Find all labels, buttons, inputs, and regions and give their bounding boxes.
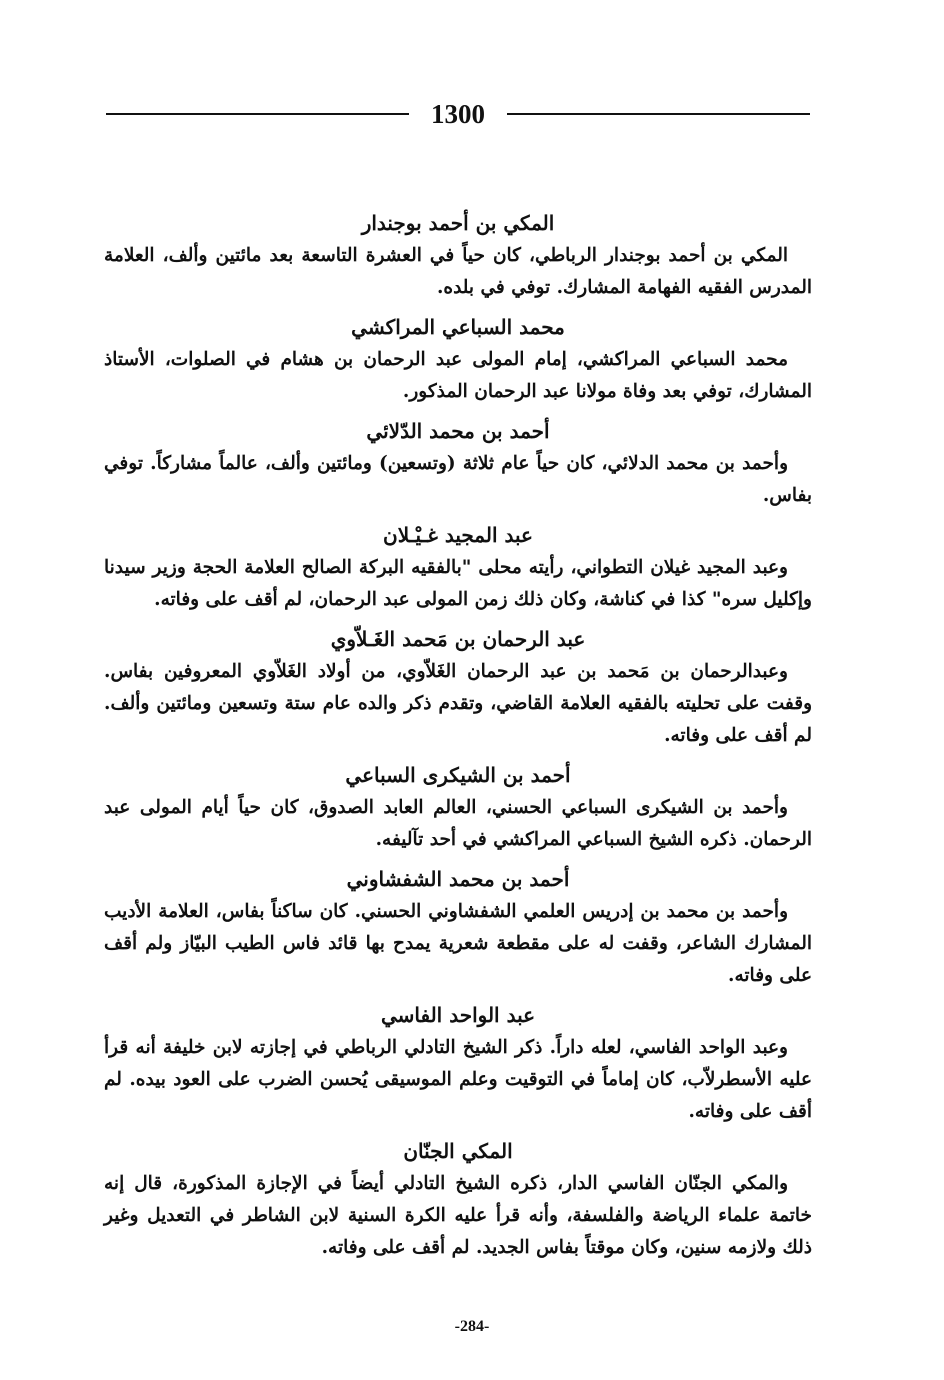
entry-body: وأحمد بن الشيكرى السباعي الحسني، العالم العابد الصدوق، كان حياً أيام المولى عبد الرحمان. ذكره الشيخ السباعي المراكشي في أحد تآليفه.: [104, 797, 812, 850]
header-year-number: 1300: [431, 99, 485, 129]
page-footer-number: -284-: [454, 1318, 490, 1335]
page-header: [106, 96, 810, 132]
entry-body: وعبد المجيد غيلان التطواني، رأيته محلى "بالفقيه البركة الصالح العلامة الحجة وزير سيدنا وإكليل سره" كذا في كناشة، وكان ذلك زمن المولى عبد الرحمان، لم أقف على وفاته.: [104, 557, 812, 610]
entry-title: عبد الرحمان بن مَحمد الغَـلاّوي: [330, 627, 586, 651]
entry-title: المكي بن أحمد بوجندار: [361, 211, 555, 235]
entry-title: أحمد بن محمد الدّلائي: [366, 419, 550, 443]
header-rule-left: [106, 113, 409, 115]
page-content: [104, 206, 812, 1270]
entry-title: أحمد بن الشيكرى السباعي: [345, 763, 571, 787]
entry-title: أحمد بن محمد الشفشاوني: [346, 867, 570, 891]
entry-title: المكي الجنّان: [403, 1139, 513, 1163]
entry-body: وعبدالرحمان بن مَحمد بن عبد الرحمان الغَلاّوي، من أولاد الغَلاّوي المعروفين بفاس. وقفت على تحليته بالفقيه العلامة القاضي، وتقدم ذكر والده عام ستة وتسعين ومائتين وألف. لم أقف على وفاته.: [104, 661, 812, 746]
entry-title: عبد المجيد غـيْـلان: [383, 523, 533, 547]
entry-title: محمد السباعي المراكشي: [351, 315, 565, 339]
entry-body: وأحمد بن محمد الدلائي، كان حياً عام ثلاثة (وتسعين) ومائتين وألف، عالماً مشاركاً. توفي بفاس.: [104, 453, 812, 506]
entry-body: والمكي الجنّان الفاسي الدار، ذكره الشيخ التادلي أيضاً في الإجازة المذكورة، قال إنه خاتمة علماء الرياضة والفلسفة، وأنه قرأ عليه الكرة السنية لابن الشاطر في التعديل وغير ذلك ولازمه سنين، وكان موقتاً بفاس الجديد. لم أقف على وفاته.: [104, 1173, 812, 1258]
entry-title: عبد الواحد الفاسي: [380, 1003, 536, 1027]
entry-body: المكي بن أحمد بوجندار الرباطي، كان حياً في العشرة التاسعة بعد مائتين وألف، العلامة المدرس الفقيه الفهامة المشارك. توفي في بلده.: [104, 245, 812, 298]
entry-body: محمد السباعي المراكشي، إمام المولى عبد الرحمان بن هشام في الصلوات، الأستاذ المشارك، توفي بعد وفاة مولانا عبد الرحمان المذكور.: [104, 349, 812, 402]
entry-body: وعبد الواحد الفاسي، لعله داراً. ذكر الشيخ التادلي الرباطي في إجازته لابن خليفة أنه قرأ عليه الأسطرلاّب، كان إماماً في التوقيت وعلم الموسيقى يُحسن الضرب على العود بيده. لم أقف على وفاته.: [104, 1037, 812, 1122]
entry-body: وأحمد بن محمد بن إدريس العلمي الشفشاوني الحسني. كان ساكناً بفاس، العلامة الأديب المشارك الشاعر، وقفت له على مقطعة شعرية يمدح بها قائد فاس الطيب البيّاز ولم أقف على وفاته.: [104, 901, 812, 986]
header-rule-right: [507, 113, 810, 115]
